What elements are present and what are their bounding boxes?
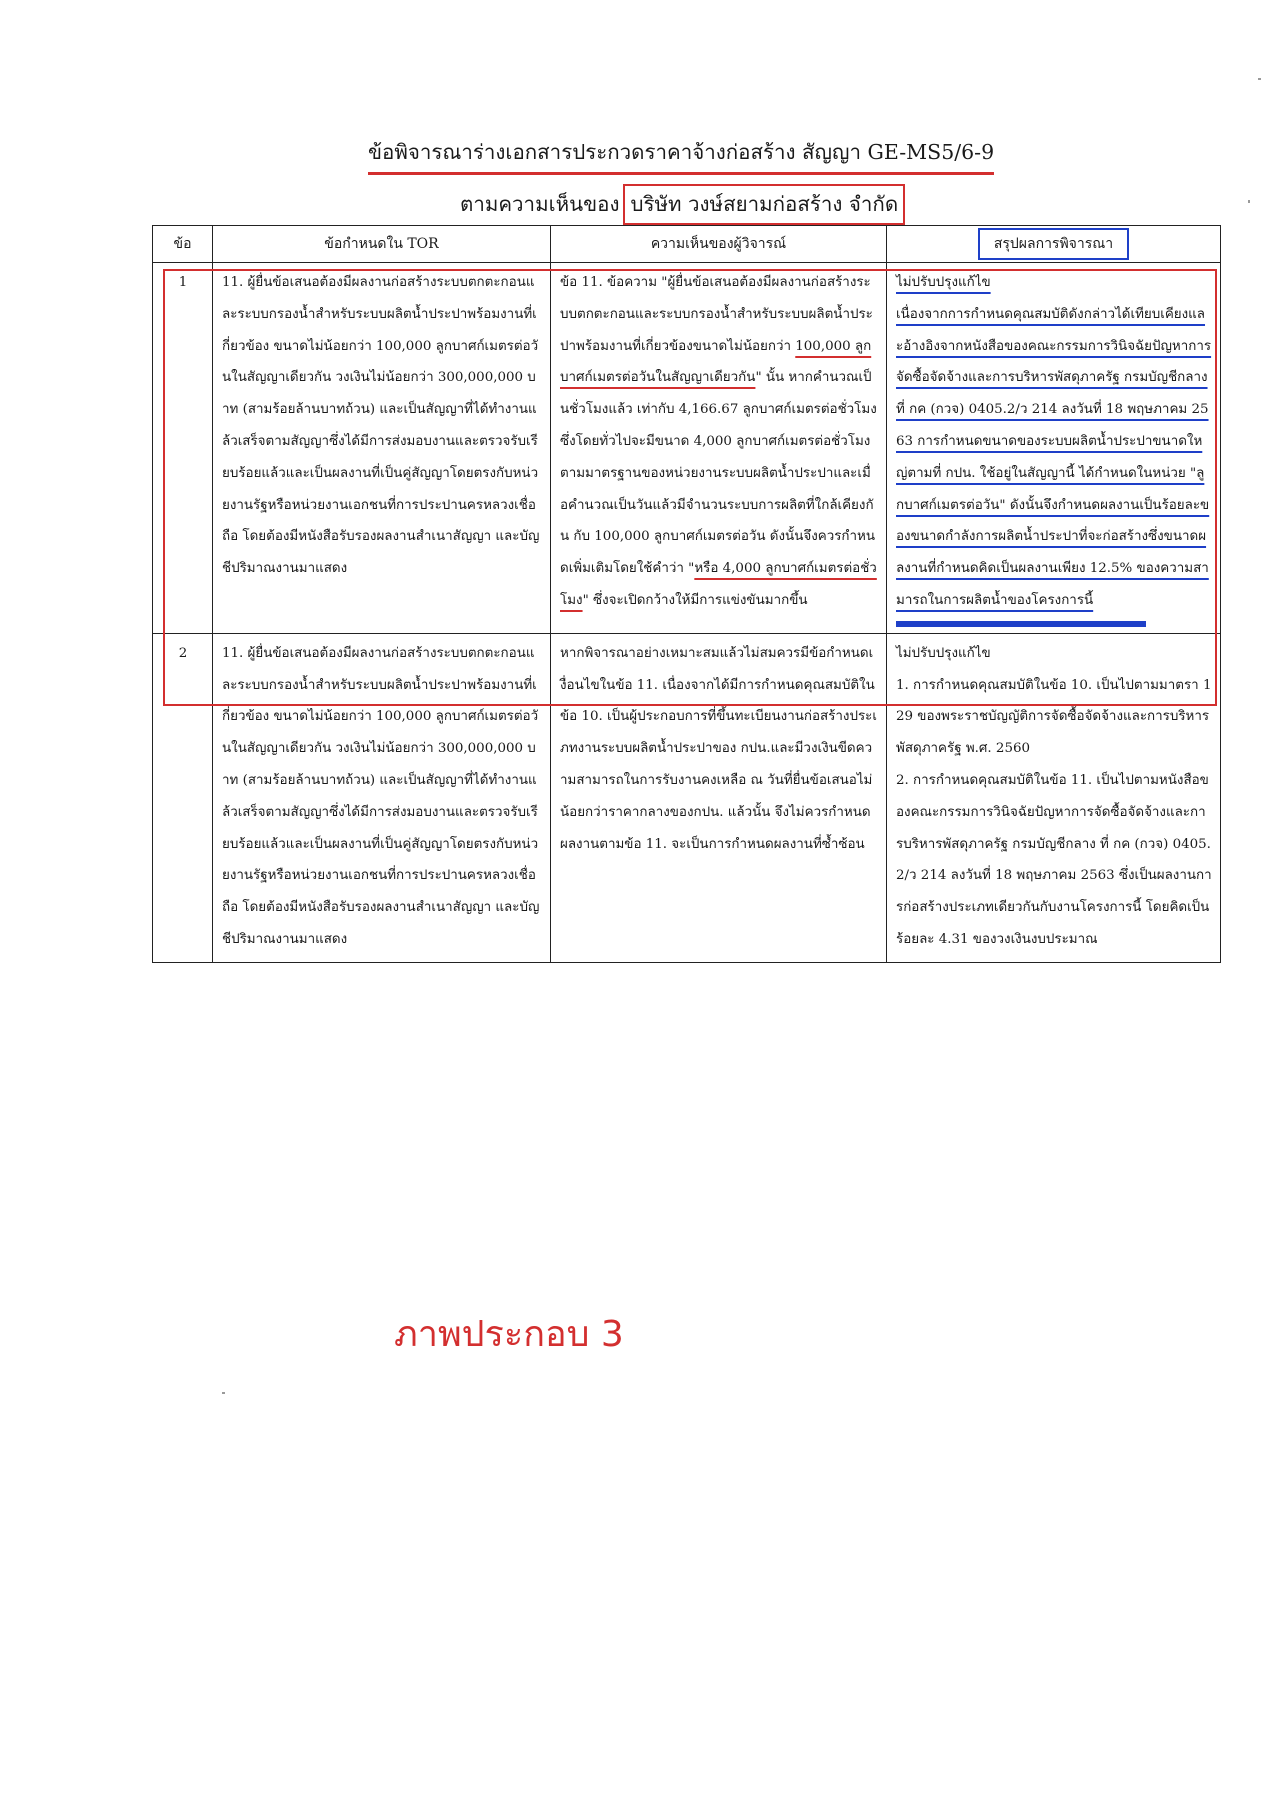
header-tor: ข้อกำหนดใน TOR — [213, 226, 551, 263]
reviewer-text: " ซึ่งจะเปิดกว้างให้มีการแข่งขันมากขึ้น — [582, 592, 808, 608]
reviewer-text: " นั้น หากคำนวณเป็นชั่วโมงแล้ว เท่ากับ 4,166.67 ลูกบาศก์เมตรต่อชั่วโมง ซึ่งโดยทั่วไปจะมีขนาด 4,000 ลูกบาศก์เมตรต่อชั่วโมง ตามมาตรฐานของหน่วยงานระบบผลิตน้ำประปาและเมื่อคำนวณเป็นวันแล้วมีจำนวนระบบการผลิตที่ใกล้เคียงกัน กับ 100,000 ลูกบาศก์เมตรต่อวัน ดังนั้นจึงควรกำหนดเพิ่มเติมโดยใช้คำว่า " — [560, 370, 877, 577]
scan-speck — [222, 1392, 225, 1394]
row-number: 1 — [153, 263, 213, 634]
conclusion-heading: ไม่ปรับปรุงแก้ไข — [896, 275, 991, 290]
table-header-row — [153, 226, 1221, 263]
appendix-label: ภาพประกอบ 3 — [394, 1314, 624, 1355]
table-row — [153, 633, 1221, 962]
conclusion-item: 2. การกำหนดคุณสมบัติในข้อ 11. เป็นไปตามหนังสือของคณะกรรมการวินิจฉัยปัญหาการจัดซื้อจัดจ้างและการบริหารพัสดุภาครัฐ กรมบัญชีกลาง ที่ กค (กวจ) 0405.2/ว 214 ลงวันที่ 18 พฤษภาคม 2563 ซึ่งเป็นผลงานการก่อสร้างประเภทเดียวกันกับงานโครงการนี้ โดยคิดเป็นร้อยละ 4.31 ของวงเงินงบประมาณ — [896, 772, 1212, 947]
tor-cell: 11. ผู้ยื่นข้อเสนอต้องมีผลงานก่อสร้างระบบตกตะกอนและระบบกรองน้ำสำหรับระบบผลิตน้ำประปาพร้อมงานที่เกี่ยวข้อง ขนาดไม่น้อยกว่า 100,000 ลูกบาศก์เมตรต่อวันในสัญญาเดียวกัน วงเงินไม่น้อยกว่า 300,000,000 บาท (สามร้อยล้านบาทถ้วน) และเป็นสัญญาที่ได้ทำงานแล้วเสร็จตามสัญญาซึ่งได้มีการส่งมอบงานและตรวจรับเรียบร้อยแล้วและเป็นผลงานที่เป็นคู่สัญญาโดยตรงกับหน่วยงานรัฐหรือหน่วยงานเอกชนที่การประปานครหลวงเชื่อถือ โดยต้องมีหนังสือรับรองผลงานสำเนาสัญญา และบัญชีปริมาณงานมาแสดง — [213, 633, 551, 962]
conclusion-heading: ไม่ปรับปรุงแก้ไข — [896, 645, 991, 661]
reviewer-underline-1: 100,000 ลูกบาศก์เมตรต่อวันในสัญญาเดียวกัน — [560, 338, 872, 386]
title-line-2 — [460, 184, 905, 225]
row-number: 2 — [153, 633, 213, 962]
table-row — [153, 263, 1221, 634]
header-no: ข้อ — [153, 226, 213, 263]
review-table — [152, 225, 1221, 963]
scan-speck — [1248, 200, 1250, 203]
header-reviewer: ความเห็นของผู้วิจารณ์ — [551, 226, 887, 263]
conclusion-item: 1. การกำหนดคุณสมบัติในข้อ 10. เป็นไปตามมาตรา 129 ของพระราชบัญญัติการจัดซื้อจัดจ้างและการบริหารพัสดุภาครัฐ พ.ศ. 2560 — [896, 677, 1212, 757]
blue-highlight-bar — [896, 621, 1146, 627]
conclusion-cell — [887, 633, 1221, 962]
tor-cell: 11. ผู้ยื่นข้อเสนอต้องมีผลงานก่อสร้างระบบตกตะกอนและระบบกรองน้ำสำหรับระบบผลิตน้ำประปาพร้อมงานที่เกี่ยวข้อง ขนาดไม่น้อยกว่า 100,000 ลูกบาศก์เมตรต่อวันในสัญญาเดียวกัน วงเงินไม่น้อยกว่า 300,000,000 บาท (สามร้อยล้านบาทถ้วน) และเป็นสัญญาที่ได้ทำงานแล้วเสร็จตามสัญญาซึ่งได้มีการส่งมอบงานและตรวจรับเรียบร้อยแล้วและเป็นผลงานที่เป็นคู่สัญญาโดยตรงกับหน่วยงานรัฐหรือหน่วยงานเอกชนที่การประปานครหลวงเชื่อถือ โดยต้องมีหนังสือรับรองผลงานสำเนาสัญญา และบัญชีปริมาณงานมาแสดง — [213, 263, 551, 634]
reviewer-text: ข้อ 11. ข้อความ "ผู้ยื่นข้อเสนอต้องมีผลงานก่อสร้างระบบตกตะกอนและระบบกรองน้ำสำหรับระบบผลิตน้ำประปาพร้อมงานที่เกี่ยวข้องขนาดไม่น้อยกว่า — [560, 275, 873, 354]
reviewer-cell — [551, 263, 887, 634]
title-line-1: ข้อพิจารณาร่างเอกสารประกวดราคาจ้างก่อสร้าง สัญญา GE-MS5/6-9 — [368, 136, 994, 175]
title-prefix: ตามความเห็นของ — [460, 192, 620, 216]
header-conclusion — [887, 226, 1221, 263]
conclusion-cell — [887, 263, 1221, 634]
conclusion-body: เนื่องจากการกำหนดคุณสมบัติดังกล่าวได้เทียบเคียงและอ้างอิงจากหนังสือของคณะกรรมการวินิจฉัยปัญหาการจัดซื้อจัดจ้างและการบริหารพัสดุภาครัฐ กรมบัญชีกลาง ที่ กค (กวจ) 0405.2/ว 214 ลงวันที่ 18 พฤษภาคม 2563 การกำหนดขนาดของระบบผลิตน้ำประปาขนาดใหญ่ตามที่ กปน. ใช้อยู่ในสัญญานี้ ได้กำหนดในหน่วย "ลูกบาศก์เมตรต่อวัน" ดังนั้นจึงกำหนดผลงานเป็นร้อยละของขนาดกำลังการผลิตน้ำประปาที่จะก่อสร้างซึ่งขนาดผลงานที่กำหนดคิดเป็นผลงานเพียง 12.5% ของความสามารถในการผลิตน้ำของโครงการนี้ — [896, 306, 1212, 608]
company-name-box: บริษัท วงษ์สยามก่อสร้าง จำกัด — [623, 184, 905, 225]
header-conclusion-box: สรุปผลการพิจารณา — [978, 228, 1129, 260]
reviewer-cell: หากพิจารณาอย่างเหมาะสมแล้วไม่สมควรมีข้อกำหนดเงื่อนไขในข้อ 11. เนื่องจากได้มีการกำหนดคุณสมบัติในข้อ 10. เป็นผู้ประกอบการที่ขึ้นทะเบียนงานก่อสร้างประเภทงานระบบผลิตน้ำประปาของ กปน.และมีวงเงินขีดความสามารถในการรับงานคงเหลือ ณ วันที่ยื่นข้อเสนอไม่น้อยกว่าราคากลางของกปน. แล้วนั้น จึงไม่ควรกำหนดผลงานตามข้อ 11. จะเป็นการกำหนดผลงานที่ซ้ำซ้อน — [551, 633, 887, 962]
reviewer-underline-2: หรือ 4,000 ลูกบาศก์เมตรต่อชั่วโมง — [560, 561, 877, 608]
scan-speck — [1258, 78, 1261, 80]
